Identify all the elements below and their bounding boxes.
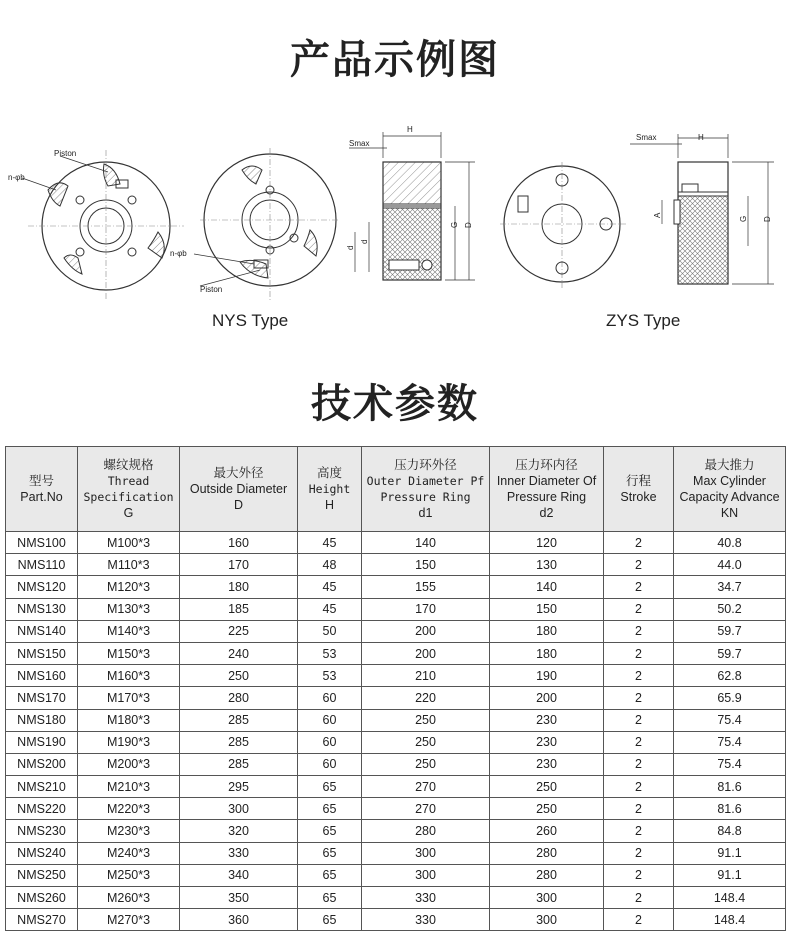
table-cell: 280 [490, 864, 604, 886]
label-h-zys: H [698, 133, 704, 142]
table-cell: NMS170 [6, 687, 78, 709]
nys-front-view-drawing [8, 140, 188, 300]
table-cell: M190*3 [78, 731, 180, 753]
nys-rear-view-drawing [170, 140, 340, 305]
table-cell: 45 [298, 598, 362, 620]
table-cell: 40.8 [674, 532, 786, 554]
table-cell: 300 [180, 798, 298, 820]
table-cell: M250*3 [78, 864, 180, 886]
table-cell: 330 [180, 842, 298, 864]
table-row [6, 909, 786, 931]
table-row [6, 576, 786, 598]
table-cell: 180 [490, 620, 604, 642]
table-cell: 2 [604, 642, 674, 664]
table-cell: M210*3 [78, 776, 180, 798]
zys-side-view-drawing [630, 126, 780, 291]
table-cell: 45 [298, 532, 362, 554]
table-cell: NMS220 [6, 798, 78, 820]
table-cell: 48 [298, 554, 362, 576]
table-cell: NMS260 [6, 887, 78, 909]
table-cell: NMS160 [6, 665, 78, 687]
table-cell: NMS230 [6, 820, 78, 842]
table-row [6, 665, 786, 687]
table-cell: 260 [490, 820, 604, 842]
label-a-zys: A [653, 212, 662, 218]
table-cell: 330 [362, 909, 490, 931]
caption-zys-type: ZYS Type [606, 311, 681, 330]
label-h-nys: H [407, 125, 413, 134]
table-cell: 50.2 [674, 598, 786, 620]
table-cell: 140 [362, 532, 490, 554]
table-cell: NMS130 [6, 598, 78, 620]
table-cell: 2 [604, 709, 674, 731]
table-cell: 91.1 [674, 864, 786, 886]
table-cell: 60 [298, 753, 362, 775]
label-smax-nys: Smax [349, 139, 370, 148]
table-cell: 250 [362, 753, 490, 775]
table-cell: 65 [298, 798, 362, 820]
table-cell: 150 [362, 554, 490, 576]
header-outer-diameter-ring: 压力环外径 Outer Diameter Pf Pressure Ring d1 [362, 447, 490, 532]
table-cell: 120 [490, 532, 604, 554]
label-d-nys: D [464, 222, 473, 228]
table-cell: 2 [604, 598, 674, 620]
table-cell: 170 [362, 598, 490, 620]
table-cell: 295 [180, 776, 298, 798]
table-row [6, 554, 786, 576]
label-d2-nys: d [360, 239, 369, 244]
table-row [6, 753, 786, 775]
table-cell: 2 [604, 620, 674, 642]
table-cell: 50 [298, 620, 362, 642]
table-cell: M200*3 [78, 753, 180, 775]
table-cell: 320 [180, 820, 298, 842]
section-title-parameters: 技术参数 [311, 381, 479, 427]
table-cell: 2 [604, 864, 674, 886]
label-g-nys: G [450, 221, 459, 228]
specifications-table [5, 446, 786, 931]
table-cell: 2 [604, 798, 674, 820]
table-cell: 300 [362, 842, 490, 864]
table-cell: 2 [604, 776, 674, 798]
table-row [6, 820, 786, 842]
table-cell: 2 [604, 842, 674, 864]
table-cell: 180 [490, 642, 604, 664]
header-stroke: 行程 Stroke [604, 447, 674, 532]
table-cell: NMS100 [6, 532, 78, 554]
table-cell: M140*3 [78, 620, 180, 642]
table-cell: 285 [180, 709, 298, 731]
table-cell: 190 [490, 665, 604, 687]
table-row [6, 842, 786, 864]
table-cell: 84.8 [674, 820, 786, 842]
table-cell: 65 [298, 887, 362, 909]
table-cell: M160*3 [78, 665, 180, 687]
table-cell: 2 [604, 665, 674, 687]
table-cell: 230 [490, 753, 604, 775]
table-cell: 285 [180, 731, 298, 753]
header-thread: 螺纹规格 Thread Specification G [78, 447, 180, 532]
table-cell: NMS150 [6, 642, 78, 664]
label-d1-nys: d [346, 245, 355, 250]
table-cell: NMS250 [6, 864, 78, 886]
table-cell: 2 [604, 909, 674, 931]
table-cell: 150 [490, 598, 604, 620]
table-cell: M130*3 [78, 598, 180, 620]
table-cell: 250 [180, 665, 298, 687]
table-cell: 270 [362, 798, 490, 820]
table-cell: 59.7 [674, 642, 786, 664]
table-cell: M150*3 [78, 642, 180, 664]
table-header-row [6, 447, 786, 532]
table-cell: 62.8 [674, 665, 786, 687]
table-cell: M170*3 [78, 687, 180, 709]
table-cell: 340 [180, 864, 298, 886]
table-cell: 75.4 [674, 753, 786, 775]
table-cell: 65.9 [674, 687, 786, 709]
table-row [6, 620, 786, 642]
table-cell: 2 [604, 532, 674, 554]
table-cell: 53 [298, 665, 362, 687]
table-cell: 160 [180, 532, 298, 554]
table-cell: 60 [298, 731, 362, 753]
table-row [6, 864, 786, 886]
table-cell: M180*3 [78, 709, 180, 731]
table-cell: 44.0 [674, 554, 786, 576]
table-body [6, 532, 786, 931]
zys-front-view-drawing [500, 158, 640, 288]
table-cell: 60 [298, 709, 362, 731]
label-g-zys: G [739, 215, 748, 222]
table-cell: 225 [180, 620, 298, 642]
table-cell: 45 [298, 576, 362, 598]
table-row [6, 776, 786, 798]
table-cell: 81.6 [674, 776, 786, 798]
table-cell: 155 [362, 576, 490, 598]
table-cell: 75.4 [674, 709, 786, 731]
label-n-phi-b-left: n-φb [8, 173, 25, 182]
table-cell: M220*3 [78, 798, 180, 820]
label-smax-zys: Smax [636, 133, 657, 142]
table-cell: 210 [362, 665, 490, 687]
table-cell: 200 [362, 642, 490, 664]
table-cell: 330 [362, 887, 490, 909]
table-cell: 2 [604, 554, 674, 576]
table-cell: 300 [490, 909, 604, 931]
header-inner-diameter-ring: 压力环内径 Inner Diameter Of Pressure Ring d2 [490, 447, 604, 532]
table-cell: NMS200 [6, 753, 78, 775]
table-cell: 2 [604, 753, 674, 775]
table-cell: 250 [490, 798, 604, 820]
table-row [6, 532, 786, 554]
table-cell: 59.7 [674, 620, 786, 642]
table-cell: 81.6 [674, 798, 786, 820]
table-cell: 230 [490, 731, 604, 753]
table-row [6, 798, 786, 820]
table-cell: M110*3 [78, 554, 180, 576]
table-cell: 2 [604, 731, 674, 753]
table-cell: 270 [362, 776, 490, 798]
table-cell: 65 [298, 820, 362, 842]
table-cell: 180 [180, 576, 298, 598]
table-cell: NMS110 [6, 554, 78, 576]
table-cell: NMS240 [6, 842, 78, 864]
table-cell: 140 [490, 576, 604, 598]
table-cell: NMS120 [6, 576, 78, 598]
table-cell: 2 [604, 887, 674, 909]
table-cell: 65 [298, 864, 362, 886]
caption-nys-type: NYS Type [212, 311, 289, 330]
table-cell: M230*3 [78, 820, 180, 842]
section-title-examples: 产品示例图 [290, 37, 500, 83]
table-row [6, 887, 786, 909]
table-cell: 91.1 [674, 842, 786, 864]
table-row [6, 642, 786, 664]
table-cell: 75.4 [674, 731, 786, 753]
table-cell: 170 [180, 554, 298, 576]
table-cell: 200 [362, 620, 490, 642]
table-cell: 200 [490, 687, 604, 709]
table-cell: 280 [180, 687, 298, 709]
table-cell: M240*3 [78, 842, 180, 864]
table-row [6, 709, 786, 731]
header-part-no: 型号 Part.No [6, 447, 78, 532]
table-cell: 250 [490, 776, 604, 798]
table-cell: 350 [180, 887, 298, 909]
table-cell: 250 [362, 731, 490, 753]
header-max-capacity: 最大推力 Max Cylinder Capacity Advance KN [674, 447, 786, 532]
table-cell: NMS140 [6, 620, 78, 642]
table-cell: 240 [180, 642, 298, 664]
table-cell: 2 [604, 820, 674, 842]
table-cell: M260*3 [78, 887, 180, 909]
table-cell: M100*3 [78, 532, 180, 554]
table-cell: 65 [298, 909, 362, 931]
table-cell: 65 [298, 842, 362, 864]
table-cell: 220 [362, 687, 490, 709]
table-cell: 34.7 [674, 576, 786, 598]
table-row [6, 598, 786, 620]
header-height: 高度 Height H [298, 447, 362, 532]
table-cell: 148.4 [674, 909, 786, 931]
table-row [6, 731, 786, 753]
table-cell: 2 [604, 576, 674, 598]
table-cell: NMS190 [6, 731, 78, 753]
table-cell: 53 [298, 642, 362, 664]
table-row [6, 687, 786, 709]
table-cell: M270*3 [78, 909, 180, 931]
table-cell: 185 [180, 598, 298, 620]
table-cell: 285 [180, 753, 298, 775]
table-cell: 360 [180, 909, 298, 931]
table-cell: 2 [604, 687, 674, 709]
table-cell: M120*3 [78, 576, 180, 598]
table-cell: 65 [298, 776, 362, 798]
table-cell: 130 [490, 554, 604, 576]
table-cell: NMS270 [6, 909, 78, 931]
table-cell: 280 [362, 820, 490, 842]
table-cell: 300 [362, 864, 490, 886]
label-n-phi-b-mid: n-φb [170, 249, 187, 258]
table-cell: 250 [362, 709, 490, 731]
label-piston-top: Piston [54, 149, 77, 158]
table-cell: 230 [490, 709, 604, 731]
table-cell: 148.4 [674, 887, 786, 909]
nys-section-view-drawing [345, 122, 485, 297]
table-cell: 300 [490, 887, 604, 909]
table-cell: NMS210 [6, 776, 78, 798]
table-cell: NMS180 [6, 709, 78, 731]
table-cell: 60 [298, 687, 362, 709]
table-cell: 280 [490, 842, 604, 864]
label-piston-bottom: Piston [200, 285, 223, 294]
label-d-zys: D [763, 216, 772, 222]
header-outside-diameter: 最大外径 Outside Diameter D [180, 447, 298, 532]
